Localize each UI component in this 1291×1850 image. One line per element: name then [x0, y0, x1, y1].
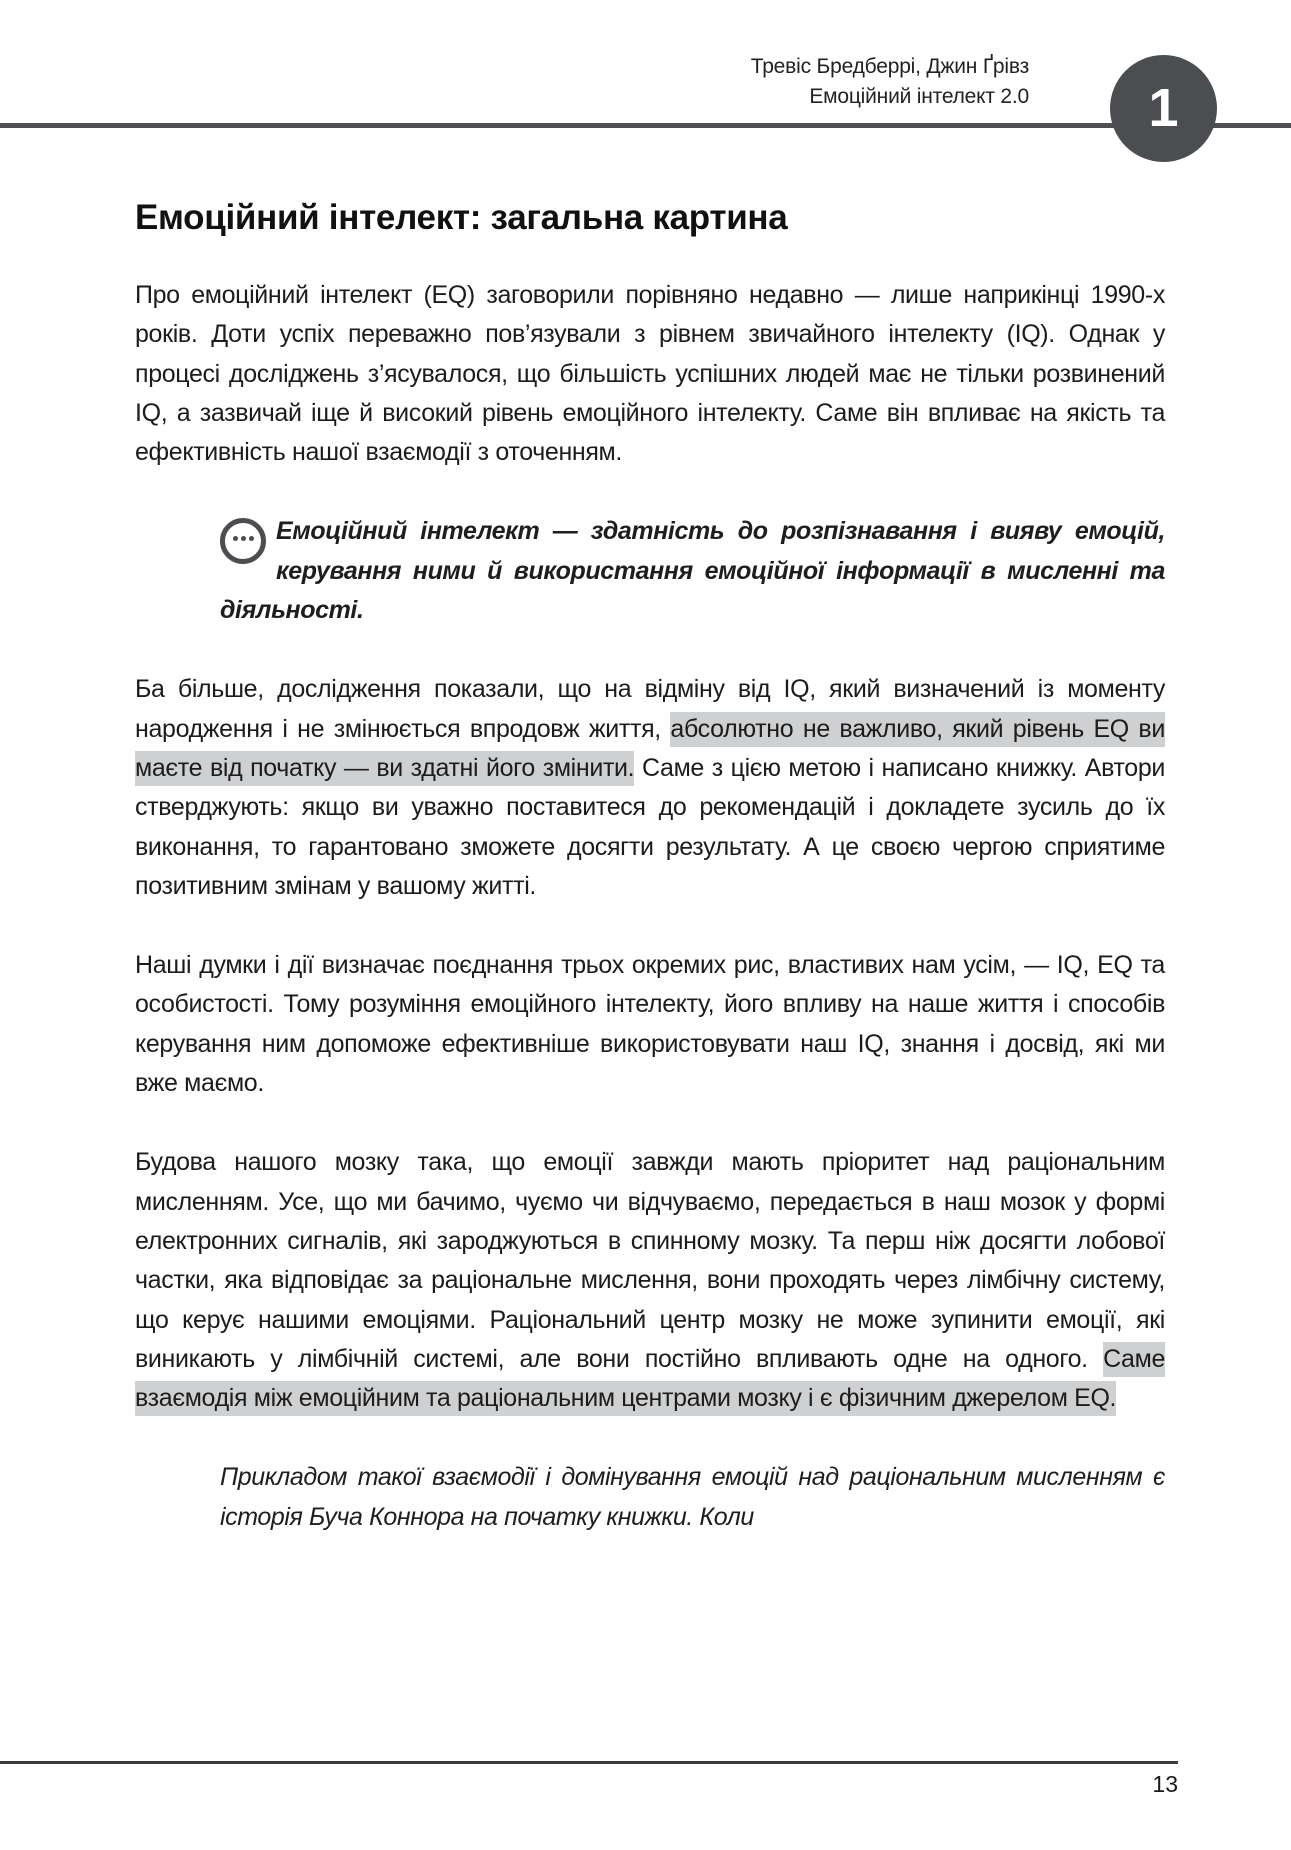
paragraph-iq-eq-personality: Наші думки і дії визначає поєднання трьох окремих рис, властивих нам усім, — IQ, EQ та особистості. Тому розуміння емоційного інтелекту, його впливу на наше життя і способів керування ним допоможе ефективніше використовувати наш IQ, знання і досвід, які ми вже маємо.: [135, 951, 1165, 1098]
paragraph-eq-changeable: [135, 670, 1165, 906]
paragraph-text: Ба більше, дослідження показали, що на відміну від IQ, який визначений із моменту народження і не змінюється впродовж життя,: [135, 675, 1165, 743]
chapter-title: Емоційний інтелект: загальна картина: [135, 198, 788, 237]
paragraph-text: Саме з цією метою і написано книжку. Автори стверджують: якщо ви уважно поставитеся до рекомендацій і докладете зусиль до їх виконання, то гарантовано зможете досягти результату. А це своєю чергою сприятиме позитивним змінам у вашому житті.: [135, 753, 1165, 900]
paragraph-brain-structure: [135, 1143, 1165, 1418]
example-paragraph: Прикладом такої взаємодії і домінування емоцій над раціональним мисленням є історія Буча Коннора на початку книжки. Коли: [220, 1463, 1165, 1531]
running-head-book-title: Емоційний інтелект 2.0: [809, 85, 1029, 108]
paragraph-intro: Про емоційний інтелект (EQ) заговорили порівняно недавно — лише наприкінці 1990-х років. Доти успіх переважно пов’язували з рівнем звичайного інтелекту (IQ). Однак у процесі досліджень з’ясувалося, що більшість успішних людей має не тільки розвинений IQ, а зазвичай іще й високий рівень емоційного інтелекту. Саме він впливає на якість та ефективність нашої взаємодії з оточенням.: [135, 281, 1165, 467]
paragraph-text: Будова нашого мозку така, що емоції завжди мають пріоритет над раціональним мисленням. Усе, що ми бачимо, чуємо чи відчуваємо, передається в наш мозок у формі електронних сигналів, які зароджуються в спинному мозку. Та перш ніж досягти лобової частки, яка відповідає за раціональне мислення, вони проходять через лімбічну систему, що керує нашими емоціями. Раціональний центр мозку не може зупинити емоції, які виникають у лімбічній системі, але вони постійно впливають одне на одного.: [135, 1148, 1165, 1373]
highlighted-text: Саме взаємодія між емоційним та раціональним центрами мозку і є фізичним джерелом EQ.: [135, 1342, 1165, 1416]
highlighted-text: абсолютно не важливо, який рівень EQ ви маєте від початку — ви здатні його змінити.: [135, 712, 1165, 786]
header-rule: [0, 123, 1291, 128]
chapter-number-badge: 1: [1110, 55, 1217, 162]
page-content: [135, 196, 1165, 1537]
footer-rule: [0, 1761, 1178, 1764]
definition-text: Емоційний інтелект — здатність до розпізнавання і вияву емоцій, керування ними й використання емоційної інформації в мисленні та діяльності.: [220, 517, 1165, 625]
ellipsis-circle-icon: [220, 518, 266, 564]
running-head: [751, 52, 1029, 112]
running-head-authors: Тревіс Бредберрі, Джин Ґрівз: [750, 55, 1029, 78]
definition-callout: [220, 512, 1165, 630]
page-number: 13: [1152, 1771, 1178, 1797]
